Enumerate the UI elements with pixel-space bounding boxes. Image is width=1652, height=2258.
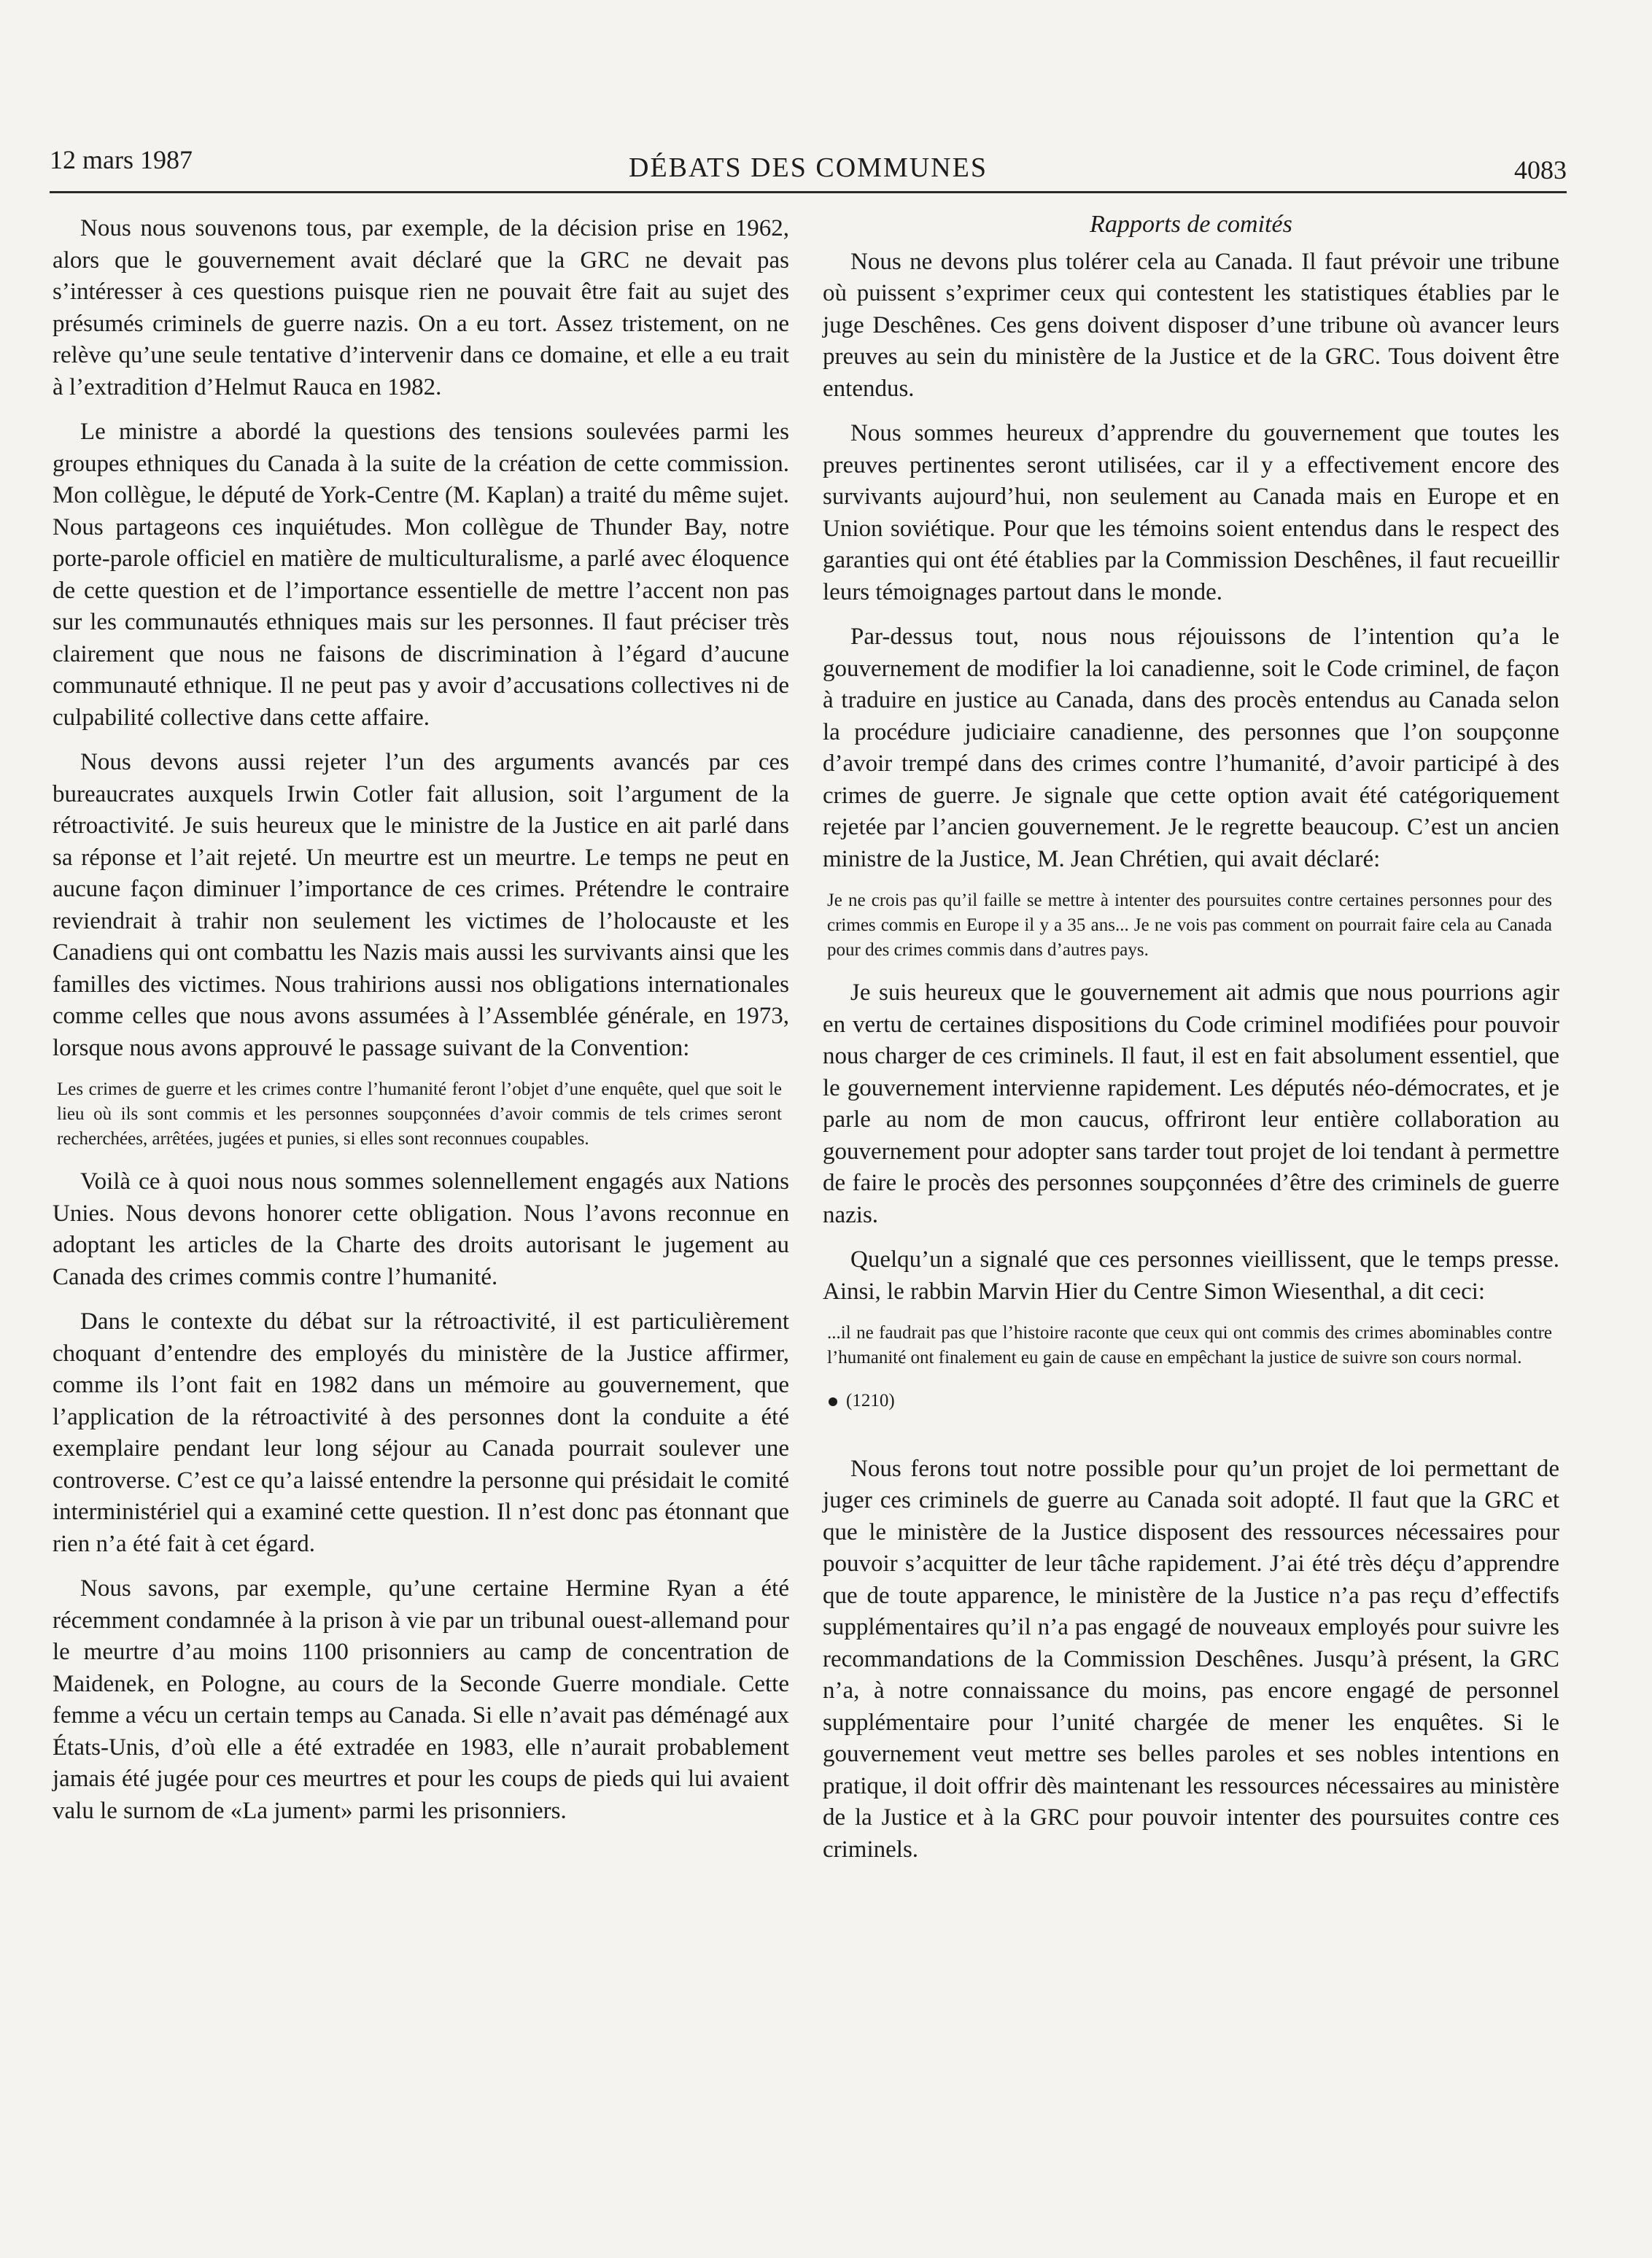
header-title: DÉBATS DES COMMUNES [629, 152, 988, 183]
page-header [50, 139, 1567, 193]
paragraph: Dans le contexte du débat sur la rétroactivité, il est particulièrement choquant d’entendre des employés du ministère de la Justice affirmer, comme ils l’ont fait en 1982 dans un mémoire au gouvernement, que l’application de la rétroactivité à des personnes dont la conduite a été exemplaire pendant leur long séjour au Canada pourrait soulever une controverse. C’est ce qu’a laissé entendre la personne qui présidait le comité interministériel qui a examiné cette question. Il n’est donc pas étonnant que rien n’a été fait à cet égard. [53, 1308, 789, 1557]
paragraph: Nous ne devons plus tolérer cela au Canada. Il faut prévoir une tribune où puissent s’exprimer ceux qui contestent les statistiques établies par le juge Deschênes. Ces gens doivent disposer d’une tribune où avancer leurs preuves au sein du ministère de la Justice et de la GRC. Tous doivent être entendus. [823, 248, 1559, 402]
paragraph: Nous devons aussi rejeter l’un des arguments avancés par ces bureaucrates auxquels Irwin Cotler fait allusion, soit l’argument de la rétroactivité. Je suis heureux que le ministre de la Justice en ait parlé dans sa réponse et l’ait rejeté. Un meurtre est un meurtre. Le temps ne peut en aucune façon diminuer l’importance de ces crimes. Prétendre le contraire reviendrait à trahir non seulement les victimes de l’holocauste et les Canadiens qui ont combattu les Nazis mais aussi les survivants ainsi que les familles des victimes. Nous trahirions aussi nos obligations internationales comme celles que nous avons assumées à l’Assemblée générale, en 1973, lorsque nous avons approuvé le passage suivant de la Convention: [53, 749, 789, 1061]
right-column [823, 209, 1559, 1879]
paragraph: Je suis heureux que le gouvernement ait admis que nous pourrions agir en vertu de certaines dispositions du Code criminel modifiées pour pouvoir nous charger de ces criminels. Il faut, il est en fait absolument essentiel, que le gouvernement intervienne rapidement. Les députés néo-démocrates, et je parle au nom de mon caucus, offriront leur entière collaboration au gouvernement pour adopter sans tarder tout projet de loi tendant à permettre de faire le procès des personnes soupçonnées d’être des criminels de guerre nazis. [823, 979, 1559, 1228]
section-title: Rapports de comités [1090, 211, 1292, 238]
block-quote: Je ne crois pas qu’il faille se mettre à intenter des poursuites contre certaines personnes pour des crimes commis en Europe il y a 35 ans... Je ne vois pas comment on pourrait faire cela au Canada pour des crimes commis dans d’autres pays. [827, 891, 1552, 960]
left-column [53, 213, 789, 1840]
paragraph: Nous nous souvenons tous, par exemple, de la décision prise en 1962, alors que le gouvernement avait déclaré que la GRC ne devait pas s’intéresser à ces questions puisque rien ne pouvait être fait au sujet des présumés criminels de guerre nazis. On a eu tort. Assez tristement, on ne relève qu’une seule tentative d’intervenir dans ce domaine, et elle a eu trait à l’extradition d’Helmut Rauca en 1982. [53, 215, 789, 400]
timestamp-text: (1210) [846, 1391, 895, 1411]
bullet-icon [829, 1397, 837, 1406]
paragraph: Nous ferons tout notre possible pour qu’un projet de loi permettant de juger ces criminels de guerre au Canada soit adopté. Il faut que la GRC et que le ministère de la Justice disposent des ressources nécessaires pour pouvoir s’acquitter de leur tâche rapidement. J’ai été très déçu d’apprendre que de toute apparence, le ministère de la Justice n’a pas reçu d’effectifs supplémentaires qu’il n’a pas engagé de nouveaux employés pour suivre les recommandations de la Commission Deschênes. Jusqu’à présent, la GRC n’a, à notre connaissance du moins, pas encore engagé de personnel supplémentaire pour l’unité chargée de mener les enquêtes. Si le gouvernement veut mettre ses belles paroles et ses nobles intentions en pratique, il doit offrir dès maintenant les ressources nécessaires au ministère de la Justice et à la GRC pour pouvoir intenter des poursuites contre ces criminels. [823, 1455, 1559, 1863]
paragraph: Nous sommes heureux d’apprendre du gouvernement que toutes les preuves pertinentes seront utilisées, car il y a effectivement encore des survivants aujourd’hui, non seulement au Canada mais en Europe et en Union soviétique. Pour que les témoins soient entendus dans le respect des garanties qui ont été établies par la Commission Deschênes, il faut recueillir leurs témoignages partout dans le monde. [823, 420, 1559, 605]
paragraph: Quelqu’un a signalé que ces personnes vieillissent, que le temps presse. Ainsi, le rabbin Marvin Hier du Centre Simon Wiesenthal, a dit ceci: [823, 1246, 1559, 1305]
page-number: 4083 [1514, 155, 1567, 185]
block-quote: Les crimes de guerre et les crimes contre l’humanité feront l’objet d’une enquête, quel que soit le lieu où ils sont commis et les personnes soupçonnées d’avoir commis de tels crimes seront recherchées, arrêtées, jugées et punies, si elles sont reconnues coupables. [57, 1079, 782, 1149]
timestamp [829, 1385, 1559, 1417]
header-date: 12 mars 1987 [50, 145, 193, 174]
paragraph: Le ministre a abordé la questions des tensions soulevées parmi les groupes ethniques du Canada à la suite de la création de cette commission. Mon collègue, le député de York-Centre (M. Kaplan) a traité du même sujet. Nous partageons ces inquiétudes. Mon collègue de Thunder Bay, notre porte-parole officiel en matière de multiculturalisme, a parlé avec éloquence de cette question et de l’importance essentielle de mettre l’accent non pas sur les communautés ethniques mais sur les personnes. Il faut préciser très clairement que nous ne faisons de discrimination à l’égard d’aucune communauté ethnique. Il ne peut pas y avoir d’accusations collectives ni de culpabilité collective dans cette affaire. [53, 419, 789, 731]
paragraph: Nous savons, par exemple, qu’une certaine Hermine Ryan a été récemment condamnée à la prison à vie par un tribunal ouest-allemand pour le meurtre d’au moins 1100 prisonniers au camp de concentration de Maidenek, en Pologne, au cours de la Seconde Guerre mondiale. Cette femme a vécu un certain temps au Canada. Si elle n’avait pas déménagé aux États-Unis, d’où elle a été extradée en 1983, elle n’aurait probablement jamais été jugée pour ces meurtres et pour les coups de pieds qui lui avaient valu le surnom de «La jument» parmi les prisonniers. [53, 1575, 789, 1824]
block-quote: ...il ne faudrait pas que l’histoire raconte que ceux qui ont commis des crimes abominables contre l’humanité ont finalement eu gain de cause en empêchant la justice de suivre son cours normal. [827, 1323, 1552, 1367]
paragraph: Par-dessus tout, nous nous réjouissons de l’intention qu’a le gouvernement de modifier la loi canadienne, soit le Code criminel, de façon à traduire en justice au Canada, dans des procès entendus au Canada selon la procédure judiciaire canadienne, des personnes que l’on soupçonne d’avoir trempé dans des crimes contre l’humanité, d’avoir participé à des crimes de guerre. Je signale que cette option avait été catégoriquement rejetée par l’ancien gouvernement. Je le regrette beaucoup. C’est un ancien ministre de la Justice, M. Jean Chrétien, qui avait déclaré: [823, 624, 1559, 872]
paragraph: Voilà ce à quoi nous nous sommes solennellement engagés aux Nations Unies. Nous devons honorer cette obligation. Nous l’avons reconnue en adoptant les articles de la Charte des droits autorisant le jugement au Canada des crimes commis contre l’humanité. [53, 1168, 789, 1290]
